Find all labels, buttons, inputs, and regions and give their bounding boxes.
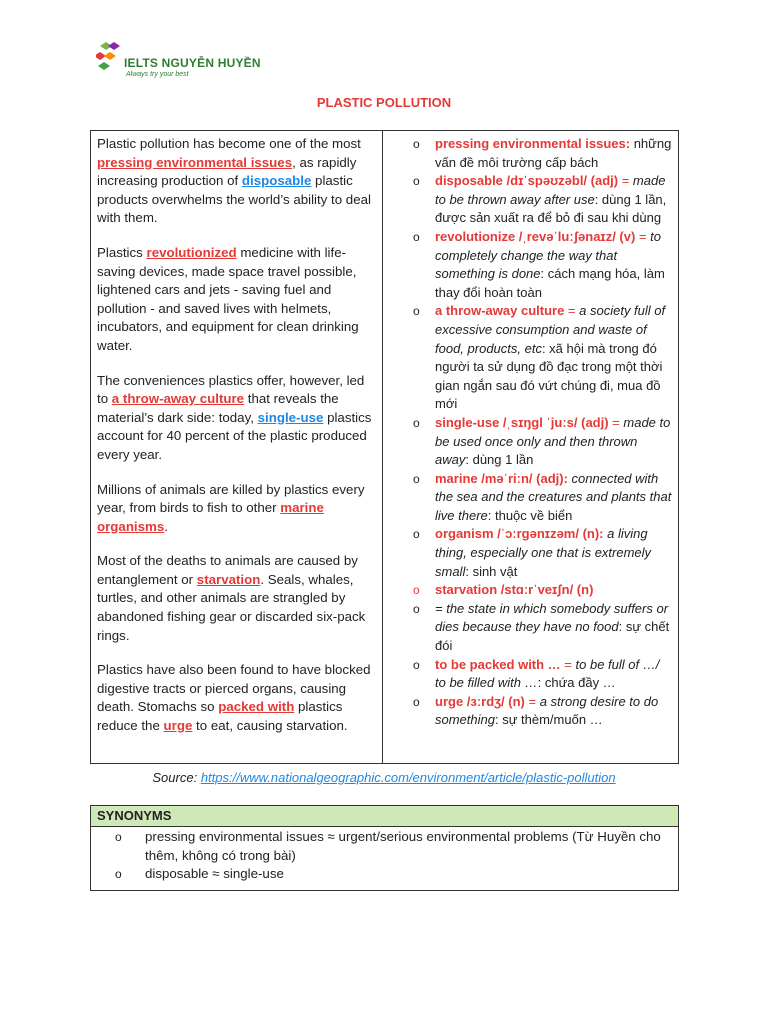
text-run: : sự chết đói	[435, 619, 670, 654]
vocab-item	[411, 600, 673, 656]
synonyms-box	[90, 805, 679, 891]
text-run: : dùng 1 lần, được sản xuất ra để bỏ đi sau khi dùng	[435, 191, 667, 226]
text-run: connected with the sea and the creatures and plants that live there	[435, 470, 672, 523]
article-paragraph	[97, 372, 379, 465]
text-run: : xã hội mà trong đó người ta sử dụng đồ đạc trong một thời gian ngắn sau đó vứt chúng đi, mua đồ mới	[435, 340, 663, 412]
text-run: : sinh vật	[465, 563, 518, 579]
highlighted-term: marine organisms	[97, 500, 324, 534]
logo-mark-icon	[96, 40, 126, 76]
synonyms-heading: SYNONYMS	[91, 806, 678, 827]
highlighted-term: to be packed with …	[435, 656, 561, 672]
highlighted-term: starvation /stɑːrˈveɪʃn/ (n)	[435, 582, 594, 598]
highlighted-term: a throw-away culture	[111, 391, 245, 407]
source-line	[0, 770, 768, 785]
text-run: a living thing, especially one that is extremely small	[435, 526, 652, 579]
text-run: a strong desire to do something	[435, 693, 659, 728]
text-run: Plastic pollution has become one of the most	[97, 136, 361, 151]
text-run: .	[164, 518, 168, 534]
text-run: medicine with life-saving devices, made space travel possible, lightened cars and jets - saving fuel and pollution - and saved lives with helmets, incubators, and equipment for clean drinking water.	[97, 244, 359, 353]
bullet-icon: o	[413, 583, 420, 598]
source-link[interactable]: https://www.nationalgeographic.com/environment/article/plastic-pollution	[200, 770, 616, 785]
text-run: The conveniences plastics offer, however, led to	[97, 372, 365, 407]
text-run: = the state in which somebody suffers or dies because they have no food	[435, 600, 669, 635]
vocabulary-column	[411, 135, 673, 730]
bullet-icon: o	[413, 601, 420, 616]
highlighted-term: starvation	[196, 571, 261, 587]
vocab-item	[411, 525, 673, 581]
bullet-icon: o	[413, 471, 420, 486]
text-run: a society full of excessive consumption and waste of food, products, etc	[435, 303, 666, 356]
text-run: =	[608, 414, 624, 430]
bullet-icon: o	[413, 415, 420, 430]
text-run: plastics reduce the	[97, 699, 343, 734]
highlighted-term: disposable /dɪˈspəʊzəbl/ (adj)	[435, 173, 619, 189]
text-run: : sự thèm/muốn …	[494, 712, 603, 728]
text-run: to completely change the way that something is done	[435, 228, 661, 282]
text-run: : cách mạng hóa, làm thay đổi hoàn toàn	[435, 266, 665, 300]
bullet-icon: o	[115, 867, 122, 882]
highlighted-term: urge	[163, 718, 193, 734]
article-paragraph	[97, 552, 379, 645]
highlighted-term: single-use	[257, 409, 324, 425]
text-run: =	[635, 228, 651, 244]
text-run: : chứa đầy …	[537, 675, 616, 691]
highlighted-term: urge /ɜːrdʒ/ (n)	[435, 693, 525, 709]
text-run: made to be used once only and then thrown away	[435, 414, 671, 468]
text-run: . Seals, whales, turtles, and other animals are strangled by abandoned fishing gear or discarded six-pack rings.	[97, 571, 366, 643]
synonyms-list	[91, 827, 678, 884]
bullet-icon: o	[413, 174, 420, 189]
column-divider	[382, 131, 383, 763]
synonym-item	[97, 828, 672, 865]
bullet-icon: o	[413, 137, 420, 151]
text-run: , as rapidly increasing production of	[97, 154, 357, 189]
text-run: to eat, causing starvation.	[192, 718, 348, 734]
vocab-item	[411, 470, 673, 526]
logo	[96, 40, 261, 84]
text-run: : dùng 1 lần	[465, 452, 534, 468]
bullet-icon: o	[413, 229, 420, 244]
vocab-item	[411, 228, 673, 302]
bullet-icon: o	[413, 527, 420, 542]
bullet-icon: o	[413, 694, 420, 709]
vocab-item	[411, 693, 673, 730]
text-run: : thuộc về biển	[487, 507, 573, 523]
text-run: =	[618, 173, 633, 189]
logo-tagline: Always try your best	[126, 71, 189, 78]
text-run: Plastics have also been found to have blocked digestive tracts or pierced organs, causing death. Stomachs so	[97, 662, 371, 715]
content-table	[90, 130, 679, 764]
article-paragraph	[97, 661, 379, 735]
vocab-item	[411, 172, 673, 228]
article-paragraph	[97, 244, 379, 356]
text-run: =	[524, 693, 540, 709]
bullet-icon: o	[413, 304, 420, 319]
text-run: that reveals the material’s dark side: today,	[97, 391, 339, 425]
vocab-item	[411, 656, 673, 693]
highlighted-term: packed with	[218, 699, 295, 715]
article-paragraph	[97, 135, 379, 228]
text-run: những vấn đề môi trường cấp bách	[435, 136, 672, 170]
article-paragraph	[97, 481, 379, 537]
vocab-item	[411, 581, 673, 600]
page-title: PLASTIC POLLUTION	[316, 95, 452, 110]
highlighted-term: organism /ˈɔːrɡənɪzəm/ (n):	[435, 526, 604, 542]
bullet-icon: o	[115, 830, 122, 844]
highlighted-term: single-use /ˌsɪŋɡl ˈjuːs/ (adj)	[435, 414, 609, 430]
highlighted-term: a throw-away culture	[435, 303, 565, 319]
vocab-item	[411, 414, 673, 470]
logo-name: IELTS NGUYỄN HUYỀN	[124, 56, 261, 70]
text-run: Millions of animals are killed by plastics every year, from birds to fish to other	[97, 481, 365, 516]
text-run: Plastics	[97, 244, 147, 260]
synonym-item	[97, 865, 672, 884]
article-column	[97, 135, 379, 752]
text-run: made to be thrown away after use	[435, 173, 666, 207]
text-run: plastic products overwhelms the world’s ability to deal with them.	[97, 173, 371, 226]
highlighted-term: pressing environmental issues	[97, 154, 293, 170]
highlighted-term: revolutionized	[146, 244, 237, 260]
bullet-icon: o	[413, 657, 420, 672]
highlighted-term: marine /məˈriːn/ (adj):	[435, 470, 568, 486]
synonym-text: pressing environmental issues ≈ urgent/serious environmental problems (Từ Huyền cho thêm, không có trong bài)	[145, 829, 661, 863]
text-run: plastics account for 40 percent of the plastic produced every year.	[97, 409, 372, 462]
text-run: Most of the deaths to animals are caused by entanglement or	[97, 553, 358, 587]
vocab-item	[411, 135, 673, 172]
highlighted-term: revolutionize /ˌrevəˈluːʃənaɪz/ (v)	[435, 228, 636, 244]
highlighted-term: pressing environmental issues:	[435, 136, 631, 151]
synonym-text: disposable ≈ single-use	[145, 866, 284, 882]
text-run: =	[564, 303, 580, 319]
highlighted-term: disposable	[241, 173, 312, 189]
text-run: =	[560, 656, 576, 672]
text-run: to be full of …/ to be filled with …	[435, 656, 660, 691]
source-label: Source:	[152, 770, 198, 785]
vocab-item	[411, 302, 673, 414]
